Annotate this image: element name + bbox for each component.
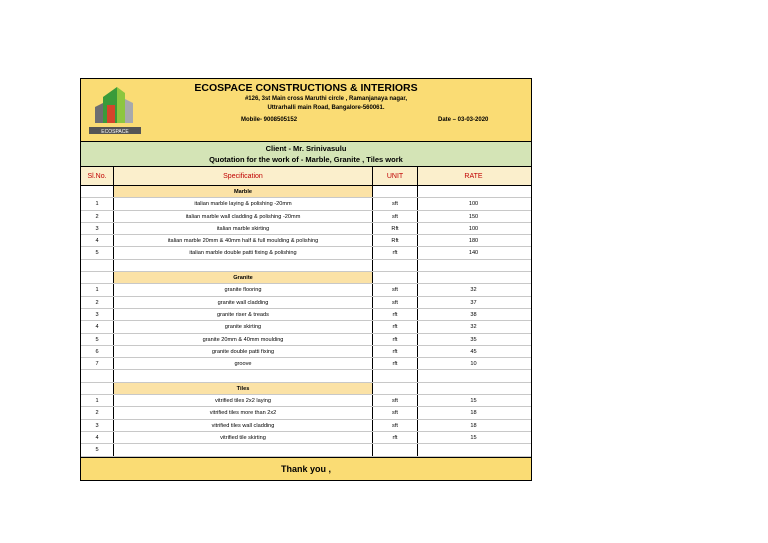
cell-rate (418, 370, 529, 381)
address-line-2: Uttrarhalli main Road, Bangalore-560061. (267, 105, 385, 111)
cell-rate: 10 (470, 361, 477, 368)
cell-specification: Marble (114, 186, 373, 197)
cell-slno: 4 (81, 235, 114, 246)
cell-slno: 2 (81, 297, 114, 308)
table-row (81, 432, 531, 444)
cell-unit (373, 186, 418, 197)
cell-rate (418, 383, 529, 394)
cell-unit: sft (373, 198, 418, 209)
cell-specification: granite skirting (114, 321, 373, 332)
mobile-number: Mobile- 9008505152 (241, 117, 298, 123)
cell-rate: 15 (470, 398, 477, 405)
table-row (81, 260, 531, 272)
cell-specification: granite flooring (114, 284, 373, 295)
cell-specification (114, 370, 373, 381)
cell-rate: 180 (468, 238, 479, 245)
table-header-row (81, 167, 531, 186)
cell-specification: italian marble laying & polishing -20mm (114, 198, 373, 209)
cell-rate: 140 (468, 250, 479, 257)
cell-specification: Tiles (114, 383, 373, 394)
cell-slno (81, 370, 114, 381)
table-row (81, 334, 531, 346)
client-name: Client - Mr. Srinivasulu (265, 144, 347, 153)
cell-unit: sft (373, 420, 418, 431)
cell-unit (373, 370, 418, 381)
col-header-unit: UNIT (373, 167, 418, 185)
cell-specification: italian marble double patti fixing & polishing (114, 247, 373, 258)
cell-rate: 45 (470, 348, 477, 355)
table-row (81, 407, 531, 419)
cell-slno: 7 (81, 358, 114, 369)
cell-unit: rft (373, 358, 418, 369)
cell-rate: 38 (470, 311, 477, 318)
cell-slno (81, 260, 114, 271)
table-row (81, 444, 531, 456)
company-name: ECOSPACE CONSTRUCTIONS & INTERIORS (194, 82, 418, 94)
cell-unit: rft (373, 334, 418, 345)
cell-rate: 35 (470, 336, 477, 343)
cell-specification: granite riser & treads (114, 309, 373, 320)
cell-slno: 1 (81, 395, 114, 406)
cell-specification: granite 20mm & 40mm moulding (114, 334, 373, 345)
table-row (81, 297, 531, 309)
section-header-row (81, 383, 531, 395)
cell-specification: vitrified tiles wall cladding (114, 420, 373, 431)
cell-specification: Granite (114, 272, 373, 283)
address-line-1: #126, 3st Main cross Maruthi circle , Ramanjanaya nagar, (244, 96, 408, 102)
section-header-row (81, 272, 531, 284)
cell-rate: 32 (470, 287, 477, 294)
table-row (81, 321, 531, 333)
cell-slno: 4 (81, 432, 114, 443)
cell-unit: rft (373, 309, 418, 320)
cell-specification: vitrified tile skirting (114, 432, 373, 443)
cell-specification: italian marble skirting (114, 223, 373, 234)
table-row (81, 211, 531, 223)
cell-unit: sft (373, 407, 418, 418)
thank-you-footer: Thank you , (81, 457, 531, 480)
cell-unit: rft (373, 247, 418, 258)
cell-specification: vitrified tiles more than 2x2 (114, 407, 373, 418)
cell-specification (114, 444, 373, 455)
cell-slno: 3 (81, 223, 114, 234)
table-row (81, 370, 531, 382)
table-row (81, 420, 531, 432)
svg-text:ECOSPACE: ECOSPACE (101, 129, 129, 135)
cell-rate (418, 260, 529, 271)
cell-unit: sft (373, 395, 418, 406)
cell-slno: 5 (81, 444, 114, 455)
cell-slno (81, 186, 114, 197)
cell-specification: groove (114, 358, 373, 369)
cell-rate (418, 444, 529, 455)
table-row (81, 284, 531, 296)
table-row (81, 235, 531, 247)
cell-unit: Rft (373, 223, 418, 234)
col-header-slno: Sl.No. (81, 167, 114, 185)
cell-unit (373, 272, 418, 283)
cell-rate: 18 (470, 410, 477, 417)
cell-rate: 100 (468, 225, 479, 232)
company-header (81, 79, 531, 142)
cell-rate: 150 (468, 213, 479, 220)
table-body (81, 186, 531, 457)
cell-unit: Rft (373, 235, 418, 246)
cell-unit: rft (373, 432, 418, 443)
cell-slno: 5 (81, 247, 114, 258)
cell-slno: 6 (81, 346, 114, 357)
col-header-specification: Specification (114, 167, 373, 185)
cell-slno: 2 (81, 407, 114, 418)
table-row (81, 358, 531, 370)
cell-specification (114, 260, 373, 271)
cell-unit: rft (373, 321, 418, 332)
cell-slno: 5 (81, 334, 114, 345)
cell-unit: sft (373, 211, 418, 222)
cell-unit: rft (373, 346, 418, 357)
cell-slno (81, 272, 114, 283)
table-row (81, 198, 531, 210)
cell-rate: 37 (470, 299, 477, 306)
table-row (81, 223, 531, 235)
table-row (81, 309, 531, 321)
cell-rate (418, 186, 529, 197)
quotation-date: Date – 03-03-2020 (438, 117, 489, 123)
cell-specification: italian marble wall cladding & polishing -20mm (114, 211, 373, 222)
cell-unit (373, 444, 418, 455)
table-row (81, 395, 531, 407)
cell-slno: 2 (81, 211, 114, 222)
cell-slno: 3 (81, 309, 114, 320)
cell-specification: granite wall cladding (114, 297, 373, 308)
quotation-sheet (80, 78, 532, 481)
cell-slno: 3 (81, 420, 114, 431)
cell-unit (373, 260, 418, 271)
cell-rate: 100 (468, 201, 479, 208)
section-header-row (81, 186, 531, 198)
cell-rate: 18 (470, 422, 477, 429)
cell-rate: 15 (470, 434, 477, 441)
table-row (81, 247, 531, 259)
quotation-subject: Quotation for the work of - Marble, Granite , Tiles work (209, 155, 403, 164)
cell-unit: sft (373, 297, 418, 308)
cell-specification: granite double patti fixing (114, 346, 373, 357)
cell-unit: sft (373, 284, 418, 295)
cell-specification: italian marble 20mm & 40mm half & full moulding & polishing (114, 235, 373, 246)
col-header-rate: RATE (464, 173, 483, 180)
cell-unit (373, 383, 418, 394)
cell-slno: 1 (81, 198, 114, 209)
client-banner (81, 142, 531, 167)
cell-specification: vitrified tiles 2x2 laying (114, 395, 373, 406)
table-row (81, 346, 531, 358)
cell-rate: 32 (470, 324, 477, 331)
cell-slno: 4 (81, 321, 114, 332)
cell-rate (418, 272, 529, 283)
cell-slno: 1 (81, 284, 114, 295)
cell-slno (81, 383, 114, 394)
